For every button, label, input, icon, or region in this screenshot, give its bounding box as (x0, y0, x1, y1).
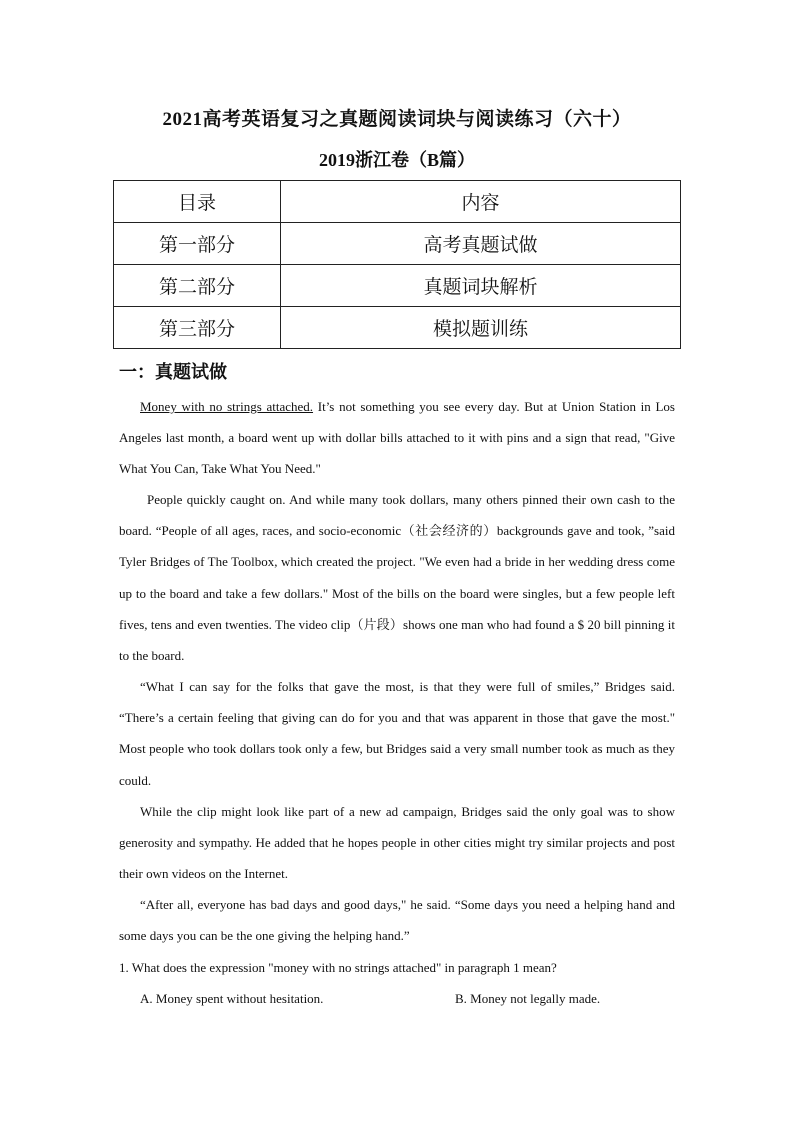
document-subtitle: 2019浙江卷（B篇） (318, 150, 475, 170)
table-header-cell: 目录 (114, 181, 281, 223)
answer-option-a: A. Money spent without hesitation. (140, 991, 324, 1006)
table-header-cell: 内容 (281, 181, 681, 223)
table-cell: 高考真题试做 (281, 223, 681, 265)
table-cell: 第三部分 (114, 307, 281, 349)
question-stem: 1. What does the expression "money with no strings attached" in paragraph 1 mean? (119, 960, 557, 975)
answer-option-b: B. Money not legally made. (455, 991, 601, 1006)
contents-table (113, 180, 681, 349)
table-row (114, 307, 681, 349)
table-header-row (114, 181, 681, 223)
table-cell: 真题词块解析 (281, 265, 681, 307)
table-cell: 第二部分 (114, 265, 281, 307)
passage-paragraph: People quickly caught on. And while many took dollars, many others pinned their own cash to the board. “People of all ages, races, and socio-economic（社会经济的）backgrounds gave and took, ”said Tyler Bridges of The Toolbox, which created the project. "We even had a bride in her wedding dress come up to the board and take a few dollars." Most of the bills on the board were singles, but a few people left fives, tens and even twenties. The video clip（片段）shows one man who had found a $ 20 bill pinning it to the board. (119, 492, 675, 664)
passage-paragraph: “What I can say for the folks that gave the most, is that they were full of smiles,” Bridges said. “There’s a certain feeling that giving can do for you and that was apparent in those that gave the most." Most people who took dollars took only a few, but Bridges said a very small number took as much as they could. (119, 679, 675, 788)
table-row (114, 265, 681, 307)
table-cell: 模拟题训练 (281, 307, 681, 349)
section-heading: 一：真题试做 (119, 362, 227, 382)
table-cell: 第一部分 (114, 223, 281, 265)
paragraph-text: It’s not something you see every day. But at Union Station in Los Angeles last month, a board went up with dollar bills attached to it with pins and a sign that read, "Give What You Can, Take What You Need." (119, 399, 675, 477)
passage-paragraph: “After all, everyone has bad days and good days," he said. “Some days you need a helping hand and some days you can be the one giving the helping hand.” (119, 897, 675, 944)
passage-paragraph: While the clip might look like part of a new ad campaign, Bridges said the only goal was to show generosity and sympathy. He added that he hopes people in other cities might try similar projects and post their own videos on the Internet. (119, 804, 675, 882)
underlined-phrase: Money with no strings attached. (140, 399, 314, 414)
passage-paragraph (119, 391, 675, 485)
table-row (114, 223, 681, 265)
document-title: 2021高考英语复习之真题阅读词块与阅读练习（六十） (162, 109, 632, 130)
